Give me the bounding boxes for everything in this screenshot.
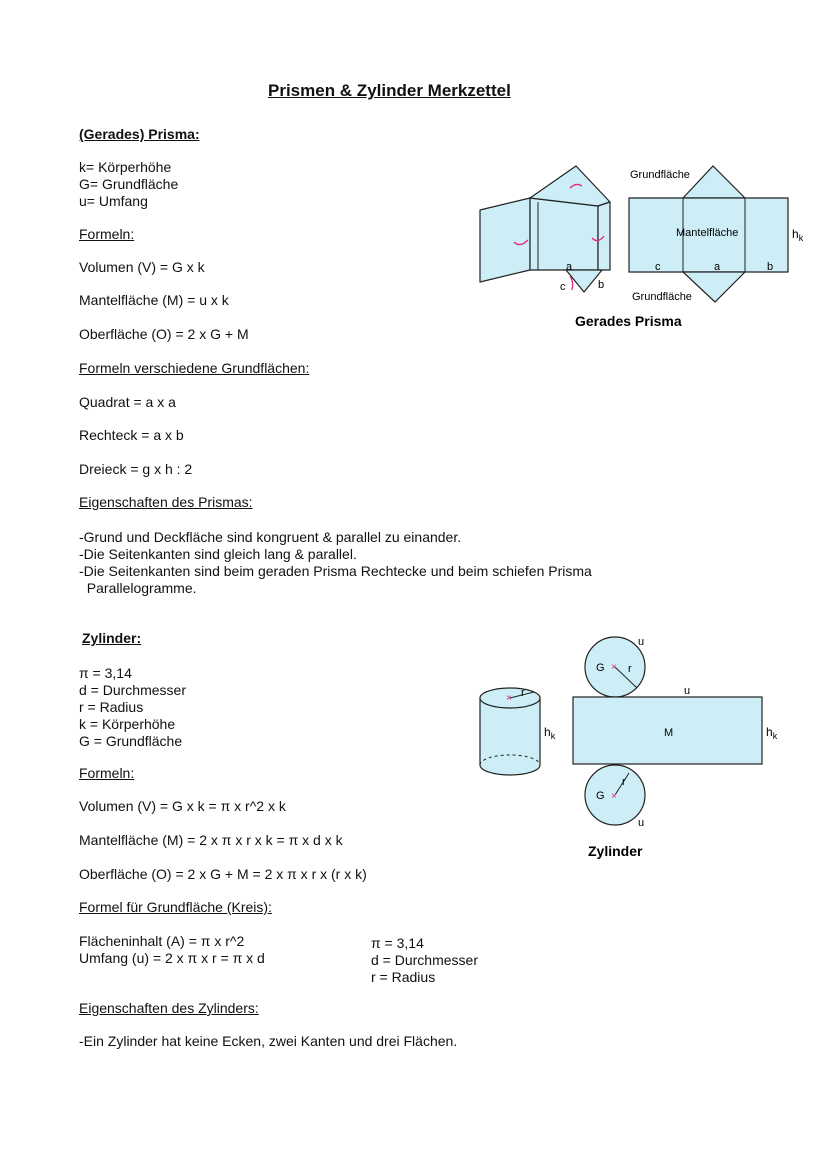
grundflaechen-heading: Formeln verschiedene Grundflächen: (79, 360, 310, 376)
definition-item: d = Durchmesser (79, 682, 186, 698)
cylinder-label-r: r (521, 687, 525, 699)
zylinder-volumen-formula: Volumen (V) = G x k = π x r^2 x k (79, 798, 286, 814)
net-label-grundflaeche-bottom: Grundfläche (632, 291, 692, 303)
net-label-u-top: u (638, 636, 645, 648)
net-label-G-top: G (596, 662, 605, 674)
zylinder-eigenschaft: -Ein Zylinder hat keine Ecken, zwei Kanten und drei Flächen. (79, 1033, 458, 1049)
cylinder-label-hk: $h_k$ (544, 725, 556, 741)
definition-item: k= Körperhöhe (79, 159, 172, 175)
prisma-figure (470, 158, 815, 333)
cylinder-body (480, 698, 540, 775)
net-label-hk: $h_k$ (766, 725, 778, 741)
eigenschaft-item: -Die Seitenkanten sind beim geraden Prisma Rechtecke und beim schiefen Prisma (79, 563, 592, 579)
prisma-heading: (Gerades) Prisma: (79, 126, 200, 142)
zylinder-eigenschaften-heading: Eigenschaften des Zylinders: (79, 1000, 259, 1016)
eigenschaft-item: -Die Seitenkanten sind gleich lang & parallel. (79, 546, 357, 562)
net-label-c: c (655, 261, 661, 273)
zylinder-definitions (79, 665, 186, 750)
prisma-formeln-heading: Formeln: (79, 226, 135, 242)
net-label-b: b (767, 261, 774, 273)
net-label-M: M (664, 727, 674, 739)
prisma-definitions (79, 159, 178, 210)
definition-item: u= Umfang (79, 193, 148, 209)
prisma-side-face-left (480, 198, 530, 282)
definition-item: G= Grundfläche (79, 176, 179, 192)
net-label-u: u (684, 685, 691, 697)
prisma-bottom-face (566, 270, 605, 292)
legend-item: r = Radius (371, 969, 436, 985)
eigenschaft-item: -Grund und Deckfläche sind kongruent & parallel zu einander. (79, 529, 462, 545)
eigenschaft-item: Parallelogramme. (79, 580, 197, 596)
kreis-heading: Formel für Grundfläche (Kreis): (79, 899, 272, 915)
net-label-G-bottom: G (596, 790, 605, 802)
prisma-label-b: b (598, 279, 605, 291)
definition-item: G = Grundfläche (79, 733, 183, 749)
prisma-eigenschaften-heading: Eigenschaften des Prismas: (79, 494, 253, 510)
net-label-hk: $h_k$ (792, 227, 804, 243)
zylinder-oberflaeche-formula: Oberfläche (O) = 2 x G + M = 2 x π x r x (r x k) (79, 866, 367, 882)
zylinder-figure-caption: Zylinder (588, 843, 643, 859)
prisma-eigenschaften (79, 529, 592, 597)
center-mark-icon: × (611, 662, 617, 673)
definition-item: π = 3,14 (79, 665, 132, 681)
page-title: Prismen & Zylinder Merkzettel (268, 81, 511, 100)
definition-item: k = Körperhöhe (79, 716, 176, 732)
center-mark-icon: × (611, 791, 617, 802)
zylinder-mantel-formula: Mantelfläche (M) = 2 x π x r x k = π x d x k (79, 832, 343, 848)
rechteck-formula: Rechteck = a x b (79, 427, 184, 443)
kreis-legende (371, 935, 478, 986)
net-label-u-bottom: u (638, 817, 645, 829)
prisma-top-face (530, 166, 610, 206)
center-mark-icon: × (506, 693, 512, 704)
prisma-label-a: a (566, 261, 573, 273)
zylinder-heading: Zylinder: (82, 630, 142, 646)
dreieck-formula: Dreieck = g x h : 2 (79, 461, 193, 477)
net-label-mantelflaeche: Mantelfläche (676, 227, 739, 239)
kreis-formula: Umfang (u) = 2 x π x r = π x d (79, 950, 265, 966)
prisma-figure-caption: Gerades Prisma (575, 313, 682, 329)
prisma-mantel-formula: Mantelfläche (M) = u x k (79, 292, 229, 308)
net-grundflaeche-bottom (683, 272, 745, 302)
net-grundflaeche-top (683, 166, 745, 198)
prisma-oberflaeche-formula: Oberfläche (O) = 2 x G + M (79, 326, 249, 342)
net-label-r-top: r (628, 663, 632, 675)
prisma-volumen-formula: Volumen (V) = G x k (79, 259, 205, 275)
definition-item: r = Radius (79, 699, 144, 715)
prisma-label-c: c (560, 281, 566, 293)
kreis-formeln (79, 933, 265, 967)
kreis-formula: Flächeninhalt (A) = π x r^2 (79, 933, 245, 949)
net-label-r-bottom: r (622, 776, 626, 788)
zylinder-figure (470, 630, 815, 865)
legend-item: d = Durchmesser (371, 952, 478, 968)
legend-item: π = 3,14 (371, 935, 424, 951)
prisma-front-face (530, 198, 598, 270)
quadrat-formula: Quadrat = a x a (79, 394, 176, 410)
net-label-a: a (714, 261, 721, 273)
zylinder-formeln-heading: Formeln: (79, 765, 135, 781)
net-label-grundflaeche-top: Grundfläche (630, 169, 690, 181)
